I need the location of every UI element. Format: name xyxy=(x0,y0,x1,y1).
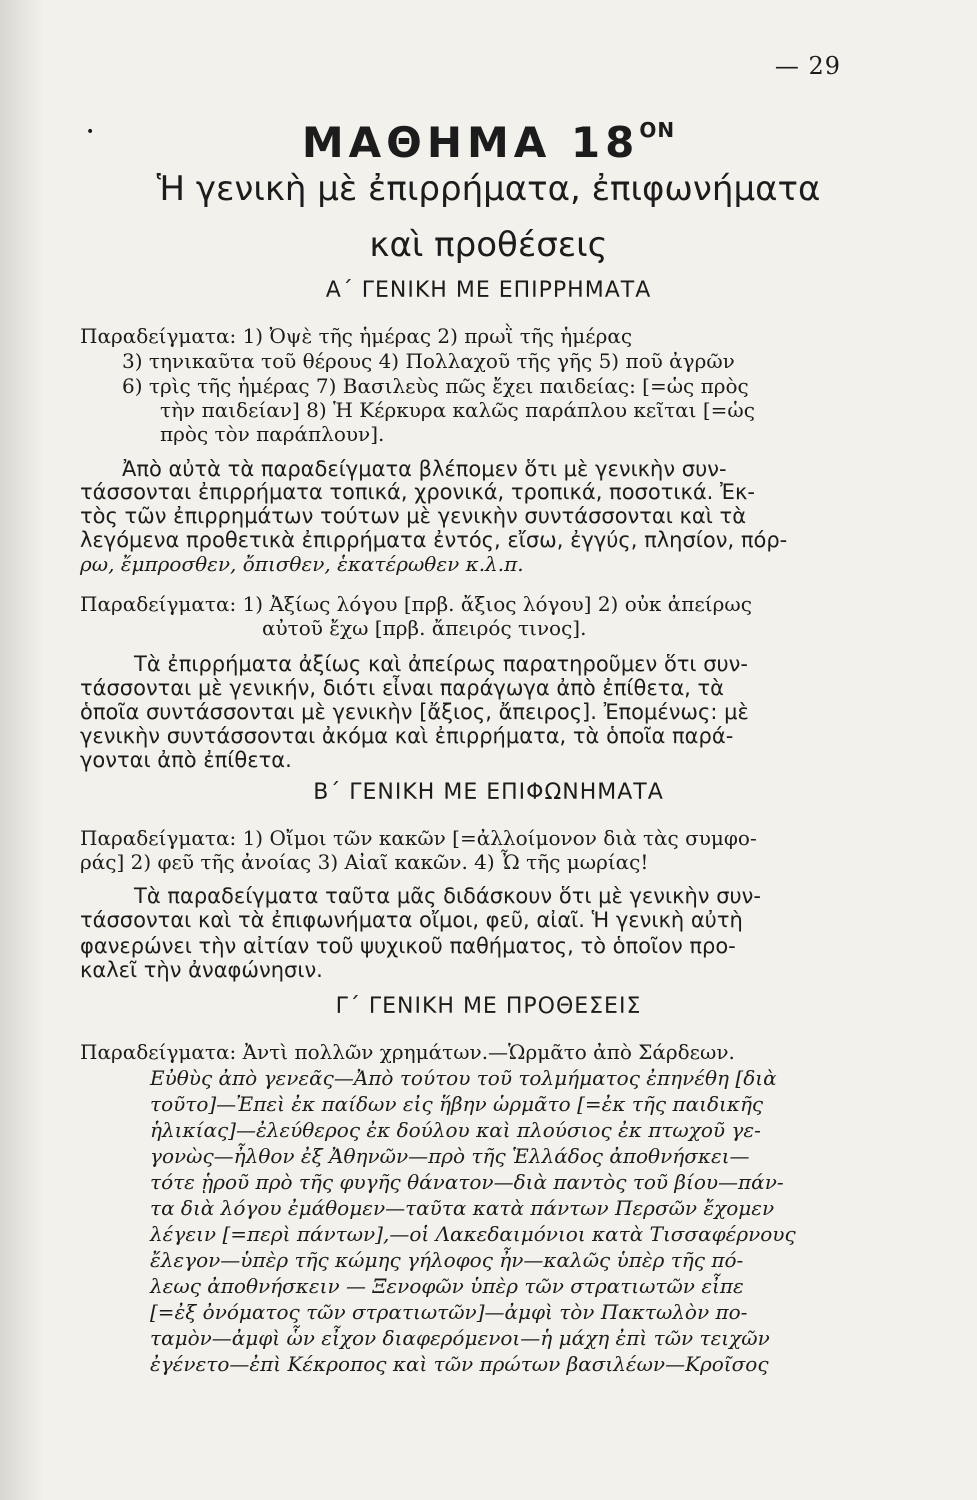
section-a-heading: Α΄ ΓΕΝΙΚΗ ΜΕ ΕΠΙΡΡΗΜΑΤΑ xyxy=(325,278,652,303)
page-number: — 29 xyxy=(774,52,841,80)
a-line-12: Τὰ ἐπιρρήματα ἀξίως καὶ ἀπείρως παρατηροῦμεν ὅτι συν- xyxy=(134,652,748,676)
c-line-11: ταμὸν—ἀμφὶ ὧν εἶχον διαφερόμενοι—ἡ μάχη ἐπὶ τῶν τειχῶν xyxy=(150,1326,770,1350)
c-line-8: ἔλεγον—ὑπὲρ τῆς κώμης γήλοφος ἦν—καλῶς ὑπὲρ τῆς πό- xyxy=(150,1248,744,1272)
a-line-1: 3) τηνικαῦτα τοῦ θέρους 4) Πολλαχοῦ τῆς γῆς 5) ποῦ ἀγρῶν xyxy=(122,349,735,373)
c-line-6: τα διὰ λόγου ἐμάθομεν—ταῦτα κατὰ πάντων Περσῶν ἔχομεν xyxy=(150,1196,775,1220)
c-line-7: λέγειν [=περὶ πάντων],—οἱ Λακεδαιμόνιοι κατὰ Τισσαφέρνους xyxy=(150,1222,796,1246)
bullet-dot: • xyxy=(86,124,95,140)
c-line-5: τότε ᾑροῦ πρὸ τῆς φυγῆς θάνατον—διὰ παντὸς τοῦ βίου—πάν- xyxy=(150,1170,784,1194)
a-line-7: τὸς τῶν ἐπιρρημάτων τούτων μὲ γενικὴν συντάσσονται καὶ τὰ xyxy=(80,504,747,528)
a-line-13: τάσσονται μὲ γενικήν, διότι εἶναι παράγωγα ἀπὸ ἐπίθετα, τὰ xyxy=(80,676,725,700)
section-b-heading: Β΄ ΓΕΝΙΚΗ ΜΕ ΕΠΙΦΩΝΗΜΑΤΑ xyxy=(313,780,664,805)
a-line-16: γονται ἀπὸ ἐπίθετα. xyxy=(80,748,292,772)
a-line-4: πρὸς τὸν παράπλουν]. xyxy=(160,422,385,446)
c-line-12: ἐγένετο—ἐπὶ Κέκροπος καὶ τῶν πρώτων βασιλέων—Κροῖσος xyxy=(150,1352,769,1376)
a-line-11: αὐτοῦ ἔχω [πρβ. ἄπειρός τινος]. xyxy=(262,616,587,640)
a-line-3: τὴν παιδείαν] 8) Ἡ Κέρκυρα καλῶς παράπλου κεῖται [=ὡς xyxy=(160,398,755,422)
b-line-5: καλεῖ τὴν ἀναφώνησιν. xyxy=(80,958,323,982)
b-line-1: ράς] 2) φεῦ τῆς ἀνοίας 3) Αἰαῖ κακῶν. 4) Ὦ τῆς μωρίας! xyxy=(80,850,649,874)
lesson-title-text: ΜΑΘΗΜΑ 18 xyxy=(301,118,640,167)
c-line-10: [=ἐξ ὀνόματος τῶν στρατιωτῶν]—ἀμφὶ τὸν Πακτωλὸν πο- xyxy=(150,1300,748,1324)
a-line-9: ρω, ἔμπροσθεν, ὄπισθεν, ἑκατέρωθεν κ.λ.π. xyxy=(80,552,524,576)
a-line-10: Παραδείγματα: 1) Ἀξίως λόγου [πρβ. ἄξιος λόγου] 2) οὐκ ἀπείρως xyxy=(80,592,752,616)
a-line-14: ὁποῖα συντάσσονται μὲ γενικὴν [ἄξιος, ἄπειρος]. Ἐπομένως: μὲ xyxy=(80,700,749,724)
c-line-4: γονὼς—ἦλθον ἐξ Ἀθηνῶν—πρὸ τῆς Ἑλλάδος ἀποθνήσκει— xyxy=(150,1144,750,1168)
c-line-1: Εὐθὺς ἀπὸ γενεᾶς—Ἀπὸ τούτου τοῦ τολμήματος ἐπηνέθη [διὰ xyxy=(150,1066,777,1090)
a-line-8: λεγόμενα προθετικὰ ἐπιρρήματα ἐντός, εἴσω, ἐγγύς, πλησίον, πόρ- xyxy=(80,528,788,552)
section-c-heading: Γ΄ ΓΕΝΙΚΗ ΜΕ ΠΡΟΘΕΣΕΙΣ xyxy=(335,994,642,1019)
b-line-3: τάσσονται καὶ τὰ ἐπιφωνήματα οἴμοι, φεῦ, αἰαῖ. Ἡ γενικὴ αὐτὴ xyxy=(80,908,743,932)
a-line-15: γενικὴν συντάσσονται ἀκόμα καὶ ἐπιρρήματα, τὰ ὁποῖα παρά- xyxy=(80,724,734,748)
lesson-title-sup: ΟΝ xyxy=(639,118,676,142)
b-line-0: Παραδείγματα: 1) Οἴμοι τῶν κακῶν [=ἀλλοίμονον διὰ τὰς συμφο- xyxy=(80,826,757,850)
lesson-title xyxy=(0,118,977,167)
c-line-9: λεως ἀποθνήσκειν — Ξενοφῶν ὑπὲρ τῶν στρατιωτῶν εἶπε xyxy=(150,1274,744,1298)
a-line-6: τάσσονται ἐπιρρήματα τοπικά, χρονικά, τροπικά, ποσοτικά. Ἐκ- xyxy=(80,480,755,504)
b-line-4: φανερώνει τὴν αἰτίαν τοῦ ψυχικοῦ παθήματος, τὸ ὁποῖον προ- xyxy=(80,934,736,958)
a-line-2: 6) τρὶς τῆς ἡμέρας 7) Βασιλεὺς πῶς ἔχει παιδείας: [=ὡς πρὸς xyxy=(122,374,749,398)
title-line-1: Ἡ γενικὴ μὲ ἐπιρρήματα, ἐπιφωνήματα xyxy=(156,169,821,209)
c-line-2: τοῦτο]—Ἐπεὶ ἐκ παίδων εἰς ἥβην ὡρμᾶτο [=ἐκ τῆς παιδικῆς xyxy=(150,1092,764,1116)
a-line-5: Ἀπὸ αὐτὰ τὰ παραδείγματα βλέπομεν ὅτι μὲ γενικὴν συν- xyxy=(122,457,727,481)
c-line-0: Παραδείγματα: Ἀντὶ πολλῶν χρημάτων.—Ὡρμᾶτο ἀπὸ Σάρδεων. xyxy=(80,1040,735,1064)
c-line-3: ἡλικίας]—ἐλεύθερος ἐκ δούλου καὶ πλούσιος ἐκ πτωχοῦ γε- xyxy=(150,1118,761,1142)
b-line-2: Τὰ παραδείγματα ταῦτα μᾶς διδάσκουν ὅτι μὲ γενικὴν συν- xyxy=(134,884,761,908)
title-line-2: καὶ προθέσεις xyxy=(369,225,608,265)
a-line-0: Παραδείγματα: 1) Ὀψὲ τῆς ἡμέρας 2) πρωῒ τῆς ἡμέρας xyxy=(80,324,633,348)
